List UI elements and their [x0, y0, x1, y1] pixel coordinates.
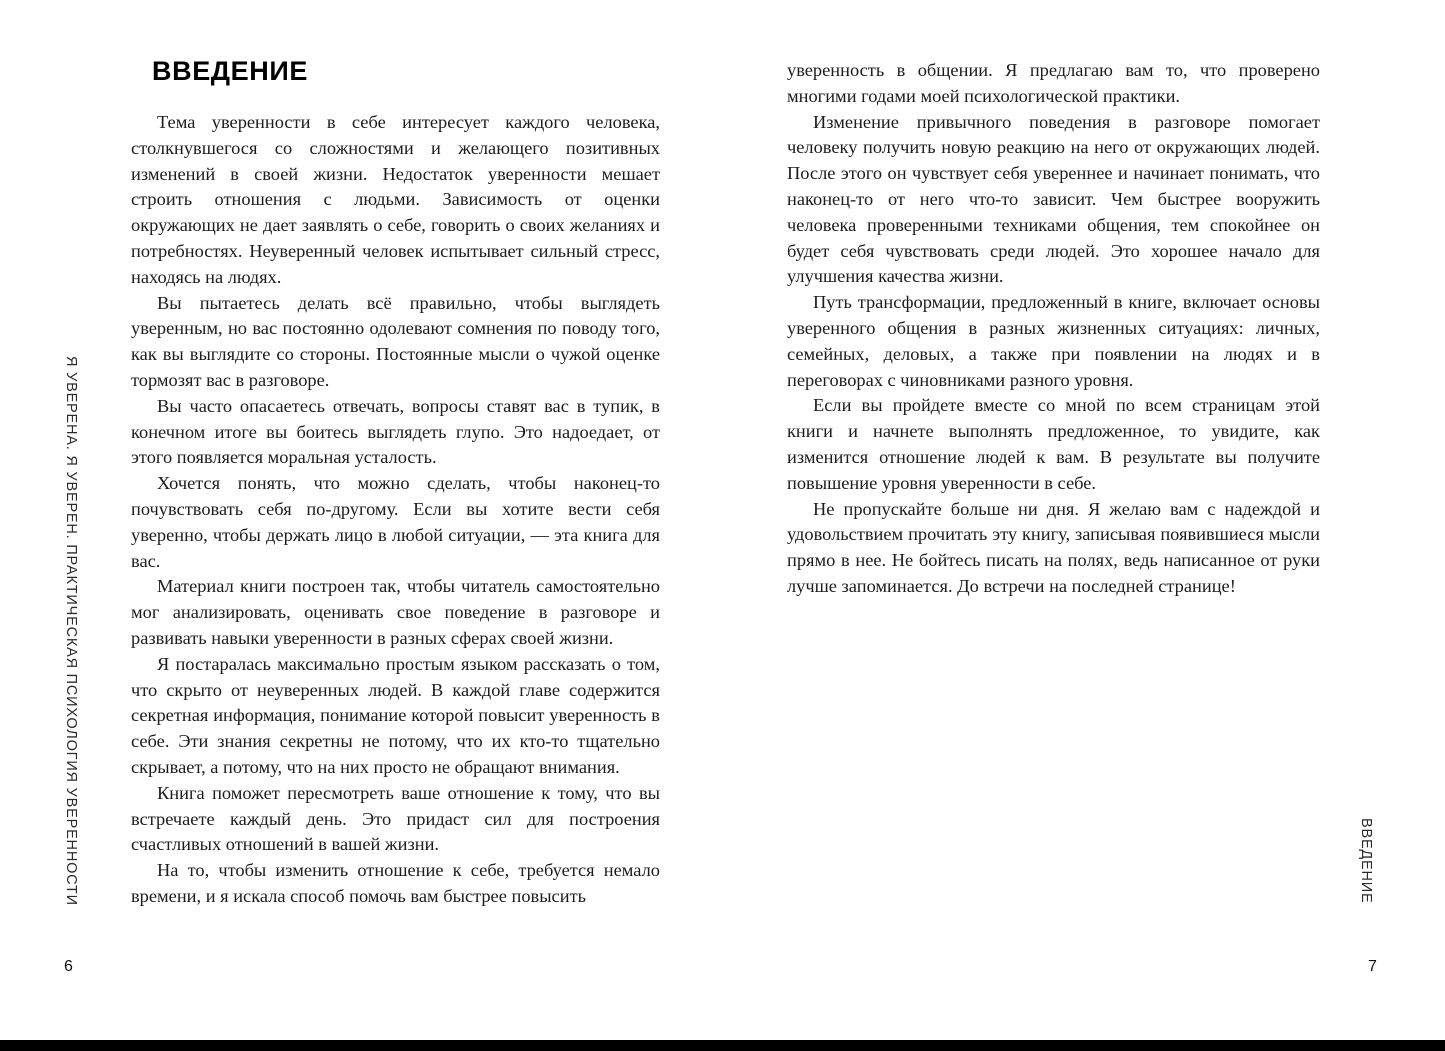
right-text-column: [787, 58, 1320, 600]
running-title-right: ВВЕДЕНИЕ: [1358, 818, 1374, 904]
bottom-black-bar: [0, 1040, 1445, 1051]
left-text-column: [131, 56, 660, 910]
page-number-right: 7: [1368, 958, 1377, 975]
paragraph: Вы пытаетесь делать всё правильно, чтобы выглядеть уверенным, но вас постоянно одолевают сомнения по поводу того, как вы выглядите со стороны. Постоянные мысли о чужой оценке тормозят вас в разговоре.: [131, 292, 660, 390]
paragraph: На то, чтобы изменить отношение к себе, требуется немало времени, и я искала способ помочь вам быстрее повысить: [131, 860, 660, 906]
paragraph: Не пропускайте больше ни дня. Я желаю вам с надеждой и удовольствием прочитать эту книгу, записывая появившиеся мысли прямо в нее. Не бойтесь писать на полях, ведь написанное от руки лучше запоминается. До встречи на последней странице!: [787, 498, 1320, 596]
paragraph: Вы часто опасаетесь отвечать, вопросы ставят вас в тупик, в конечном итоге вы боитесь выглядеть глупо. Это надоедает, от этого появляется моральная усталость.: [131, 395, 660, 468]
paragraph: Книга поможет пересмотреть ваше отношение к тому, что вы встречаете каждый день. Это придаст сил для построения счастливых отношений в вашей жизни.: [131, 782, 660, 855]
paragraph: Тема уверенности в себе интересует каждого человека, столкнувшегося со сложностями и желающего позитивных изменений в своей жизни. Недостаток уверенности мешает строить отношения с людьми. Зависимость от оценки окружающих не дает заявлять о себе, говорить о своих желаниях и потребностях. Неуверенный человек испытывает сильный стресс, находясь на людях.: [131, 112, 660, 287]
paragraph: уверенность в общении. Я предлагаю вам то, что проверено многими годами моей психологической практики.: [787, 60, 1320, 106]
paragraph: Я постаралась максимально простым языком рассказать о том, что скрыто от неуверенных людей. В каждой главе содержится секретная информация, понимание которой повысит уверенность в себе. Эти знания секретны не потому, что их кто-то тщательно скрывает, а потому, что на них просто не обращают внимания.: [131, 653, 660, 777]
running-title-left: Я УВЕРЕНА. Я УВЕРЕН. ПРАКТИЧЕСКАЯ ПСИХОЛОГИЯ УВЕРЕННОСТИ: [63, 356, 79, 906]
paragraph: Изменение привычного поведения в разговоре помогает человеку получить новую реакцию на него от окружающих людей. После этого он чувствует себя увереннее и начинает понимать, что наконец-то от него что-то зависит. Чем быстрее вооружить человека проверенными техниками общения, тем спокойнее он будет себя чувствовать среди людей. Это хорошее начало для улучшения качества жизни.: [787, 111, 1320, 287]
page-number-left: 6: [64, 958, 73, 975]
chapter-heading: ВВЕДЕНИЕ: [152, 56, 308, 86]
paragraph: Хочется понять, что можно сделать, чтобы наконец-то почувствовать себя по-другому. Если вы хотите вести себя уверенно, чтобы держать лицо в любой ситуации, — эта книга для вас.: [131, 473, 660, 571]
paragraph: Если вы пройдете вместе со мной по всем страницам этой книги и начнете выполнять предложенное, то увидите, как изменится отношение людей к вам. В результате вы получите повышение уровня уверенности в себе.: [787, 395, 1320, 493]
paragraph: Путь трансформации, предложенный в книге, включает основы уверенного общения в разных жизненных ситуациях: личных, семейных, деловых, а также при появлении на людях и в переговорах с чиновниками разного уровня.: [787, 292, 1320, 390]
paragraph: Материал книги построен так, чтобы читатель самостоятельно мог анализировать, оценивать свое поведение в разговоре и развивать навыки уверенности в разных сферах своей жизни.: [131, 576, 660, 648]
